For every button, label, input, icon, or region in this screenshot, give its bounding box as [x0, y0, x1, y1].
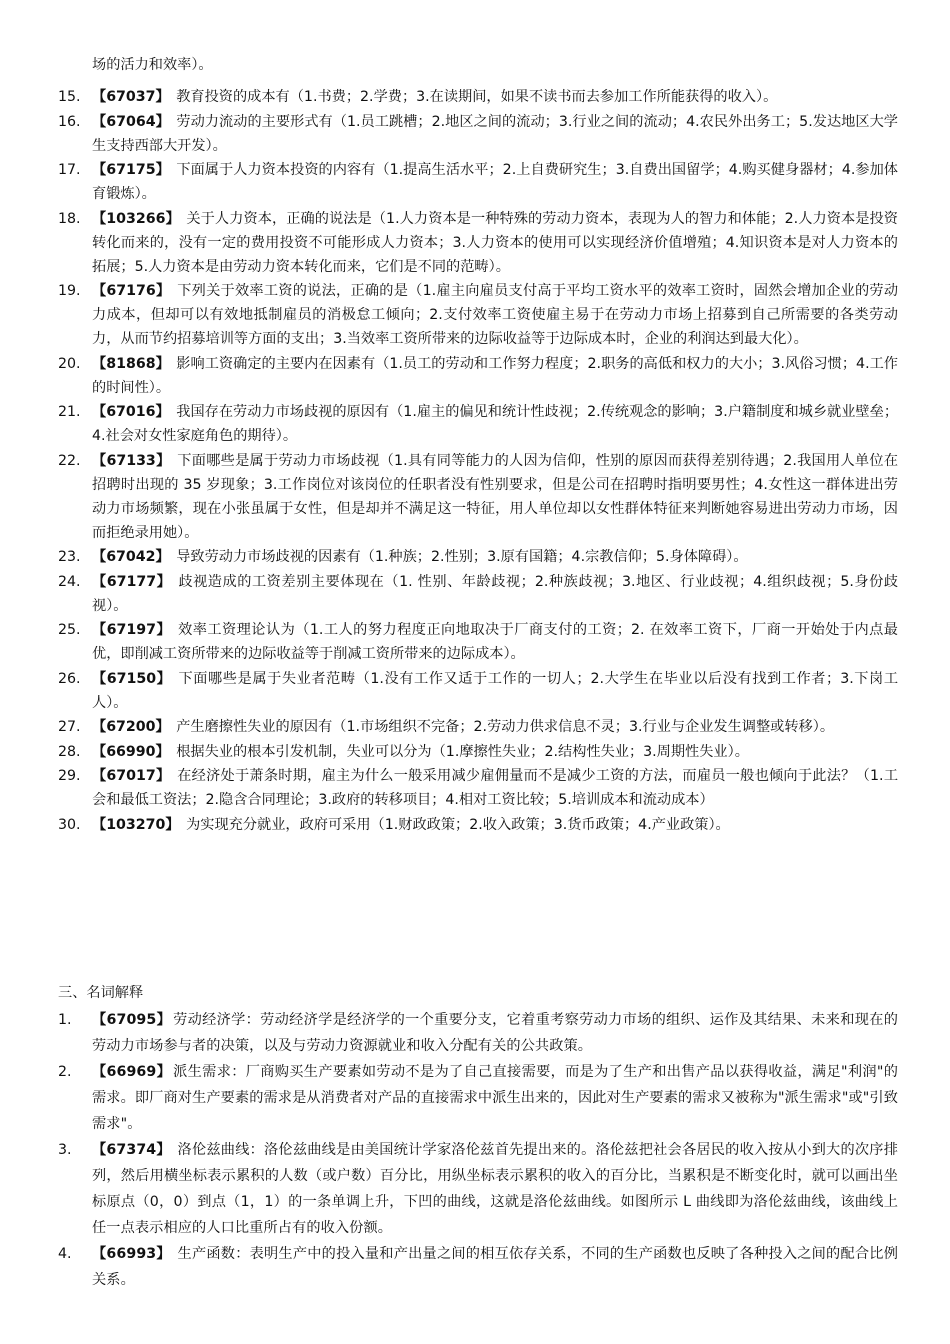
item-body — [92, 618, 898, 666]
item-id: 【67176】 — [92, 283, 171, 299]
item-id: 【67200】 — [92, 719, 170, 735]
item-body — [92, 715, 898, 739]
list-item — [58, 449, 898, 545]
item-number: 28. — [58, 743, 81, 760]
list-item — [58, 279, 898, 351]
item-text: 生产函数：表明生产中的投入量和产出量之间的相互依存关系，不同的生产函数也反映了各种投入之间的配合比例关系。 — [92, 1246, 898, 1288]
item-id: 【67095】 — [92, 1012, 172, 1028]
item-number: 21. — [58, 404, 81, 420]
item-text: 导致劳动力市场歧视的因素有（1.种族；2.性别；3.原有国籍；4.宗教信仰；5.身体障碍）。 — [171, 549, 748, 565]
definition-item — [58, 1241, 898, 1293]
item-id: 【67374】 — [92, 1142, 171, 1158]
definition-item — [58, 1007, 898, 1059]
item-number: 22. — [58, 452, 81, 469]
list-item — [58, 110, 898, 158]
item-body — [92, 85, 898, 109]
item-body — [92, 740, 898, 764]
item-text: 下列关于效率工资的说法，正确的是（1.雇主向雇员支付高于平均工资水平的效率工资时，固然会增加企业的劳动力成本，但却可以有效地抵制雇员的消极怠工倾向；2.支付效率工资使雇主易于在劳动力市场上招募到自己所需要的各类劳动力，从而节约招募培训等方面的支出；3.当效率工资所带来的边际收益等于边际成本时，企业的利润达到最大化）。 — [92, 283, 899, 347]
item-body — [92, 449, 898, 545]
item-id: 【66969】 — [92, 1064, 172, 1080]
item-body — [92, 545, 898, 569]
item-id: 【67016】 — [92, 404, 170, 420]
definition-list — [58, 1007, 898, 1293]
item-number: 27. — [58, 719, 81, 735]
definition-item — [58, 1137, 898, 1241]
item-id: 【67042】 — [92, 549, 170, 565]
item-text: 根据失业的根本引发机制，失业可以分为（1.摩擦性失业；2.结构性失业；3.周期性失业）。 — [171, 743, 749, 760]
item-id: 【67037】 — [92, 89, 170, 105]
list-item — [58, 764, 898, 812]
item-text: 下面哪些是属于失业者范畴（1.没有工作又适于工作的一切人；2.大学生在毕业以后没有找到工作者；3.下岗工人）。 — [92, 670, 899, 711]
item-text: 影响工资确定的主要内在因素有（1.员工的劳动和工作努力程度；2.职务的高低和权力的大小；3.风俗习惯；4.工作的时间性）。 — [92, 355, 898, 396]
item-number: 30. — [58, 816, 81, 833]
item-id: 【67064】 — [92, 113, 170, 130]
item-body — [92, 1059, 898, 1137]
item-text: 劳动经济学：劳动经济学是经济学的一个重要分支，它着重考察劳动力市场的组织、运作及其结果、未来和现在的劳动力市场参与者的决策，以及与劳动力资源就业和收入分配有关的公共政策。 — [92, 1012, 898, 1054]
item-id: 【81868】 — [92, 355, 170, 372]
item-id: 【67133】 — [92, 452, 171, 469]
item-body — [92, 352, 898, 400]
item-id: 【66990】 — [92, 743, 170, 760]
item-number: 2. — [58, 1064, 72, 1080]
item-text: 我国存在劳动力市场歧视的原因有（1.雇主的偏见和统计性歧视；2.传统观念的影响；3.户籍制度和城乡就业壁垒；4.社会对女性家庭角色的期待）。 — [92, 404, 899, 444]
item-number: 19. — [58, 283, 81, 299]
list-item — [58, 352, 898, 400]
list-item — [58, 618, 898, 666]
item-text: 洛伦兹曲线：洛伦兹曲线是由美国统计学家洛伦兹首先提出来的。洛伦兹把社会各居民的收入按从小到大的次序排列，然后用横坐标表示累积的人数（或户数）百分比，用纵坐标表示累积的收入的百分比，当累积是不断变化时，就可以画出坐标原点（0，0）到点（1，1）的一条单调上升，下凹的曲线，这就是洛伦兹曲线。如图所示 L 曲线即为洛伦兹曲线，该曲线上任一点表示相应的人口比重所占有的收入份额。 — [92, 1142, 898, 1236]
item-number: 20. — [58, 355, 81, 372]
list-item — [58, 207, 898, 279]
item-number: 16. — [58, 113, 81, 130]
list-item — [58, 740, 898, 764]
item-body — [92, 400, 898, 448]
item-id: 【67177】 — [92, 573, 172, 590]
continued-text: 场的活力和效率）。 — [92, 57, 213, 73]
item-text: 劳动力流动的主要形式有（1.员工跳槽；2.地区之间的流动；3.行业之间的流动；4.农民外出务工；5.发达地区大学生支持西部大开发）。 — [92, 113, 898, 154]
item-body — [92, 764, 898, 812]
list-item — [58, 570, 898, 618]
item-text: 下面属于人力资本投资的内容有（1.提高生活水平；2.上自费研究生；3.自费出国留学；4.购买健身器材；4.参加体育锻炼）。 — [92, 162, 898, 202]
item-number: 25. — [58, 622, 81, 638]
item-body — [92, 813, 898, 837]
list-item — [58, 813, 898, 837]
item-id: 【66993】 — [92, 1246, 171, 1262]
item-number: 18. — [58, 210, 81, 227]
list-item — [58, 400, 898, 448]
item-text: 关于人力资本，正确的说法是（1.人力资本是一种特殊的劳动力资本，表现为人的智力和体能；2.人力资本是投资转化而来的，没有一定的费用投资不可能形成人力资本；3.人力资本的使用可以实现经济价值增殖；4.知识资本是对人力资本的拓展；5.人力资本是由劳动力资本转化而来，它们是不同的范畴）。 — [92, 210, 898, 275]
item-body — [92, 207, 898, 279]
list-item — [58, 158, 898, 206]
item-number: 24. — [58, 573, 81, 590]
item-text: 产生磨擦性失业的原因有（1.市场组织不完备；2.劳动力供求信息不灵；3.行业与企业发生调整或转移）。 — [171, 719, 835, 735]
item-number: 4. — [58, 1246, 72, 1262]
item-text: 在经济处于萧条时期，雇主为什么一般采用减少雇佣量而不是减少工资的方法，而雇员一般也倾向于此法？（1.工会和最低工资法；2.隐含合同理论；3.政府的转移项目；4.相对工资比较；5.培训成本和流动成本） — [92, 768, 899, 808]
item-text: 效率工资理论认为（1.工人的努力程度正向地取决于厂商支付的工资；2. 在效率工资下，厂商一开始处于内点最优，即削减工资所带来的边际收益等于削减工资所带来的边际成本）。 — [92, 622, 898, 662]
item-body — [92, 570, 898, 618]
item-body — [92, 110, 898, 158]
item-id: 【67197】 — [92, 622, 172, 638]
item-text: 歧视造成的工资差别主要体现在（1. 性别、年龄歧视；2.种族歧视；3.地区、行业歧视；4.组织歧视；5.身份歧视）。 — [92, 573, 898, 614]
item-body — [92, 279, 898, 351]
list-item — [58, 85, 898, 109]
item-text: 下面哪些是属于劳动力市场歧视（1.具有同等能力的人因为信仰，性别的原因而获得差别待遇；2.我国用人单位在招聘时出现的 35 岁现象；3.工作岗位对该岗位的任职者没有性别要求，但是公司在招聘时指明要男性；4.女性这一群体进出劳动力市场频繁，现在小张虽属于女性，但是却并不满足这一特征，用人单位却以女性群体特征来判断她容易进出劳动力市场，因而拒绝录用她）。 — [92, 452, 899, 541]
list-item — [58, 715, 898, 739]
item-id: 【67150】 — [92, 670, 172, 687]
item-text: 派生需求：厂商购买生产要素如劳动不是为了自己直接需要，而是为了生产和出售产品以获得收益，满足"利润"的需求。即厂商对生产要素的需求是从消费者对产品的直接需求中派生出来的，因此对生产要素的需求又被称为"派生需求"或"引致需求"。 — [92, 1064, 899, 1132]
item-id: 【103270】 — [92, 816, 180, 833]
section-title: 三、名词解释 — [58, 985, 144, 1001]
item-id: 【103266】 — [92, 210, 180, 227]
question-list — [58, 85, 898, 837]
item-number: 3. — [58, 1142, 72, 1158]
list-item — [58, 667, 898, 715]
item-number: 29. — [58, 768, 81, 784]
item-number: 15. — [58, 89, 81, 105]
item-body — [92, 667, 898, 715]
item-id: 【67017】 — [92, 768, 171, 784]
item-text: 为实现充分就业，政府可采用（1.财政政策；2.收入政策；3.货币政策；4.产业政策）。 — [181, 816, 730, 833]
item-body — [92, 1007, 898, 1059]
item-number: 17. — [58, 162, 81, 178]
item-number: 1. — [58, 1012, 72, 1028]
definition-item — [58, 1059, 898, 1137]
item-id: 【67175】 — [92, 162, 170, 178]
item-number: 23. — [58, 549, 81, 565]
item-body — [92, 1241, 898, 1293]
list-item — [58, 545, 898, 569]
item-body — [92, 158, 898, 206]
item-number: 26. — [58, 670, 81, 687]
item-text: 教育投资的成本有（1.书费；2.学费；3.在读期间，如果不读书而去参加工作所能获得的收入）。 — [171, 89, 778, 105]
item-body — [92, 1137, 898, 1241]
